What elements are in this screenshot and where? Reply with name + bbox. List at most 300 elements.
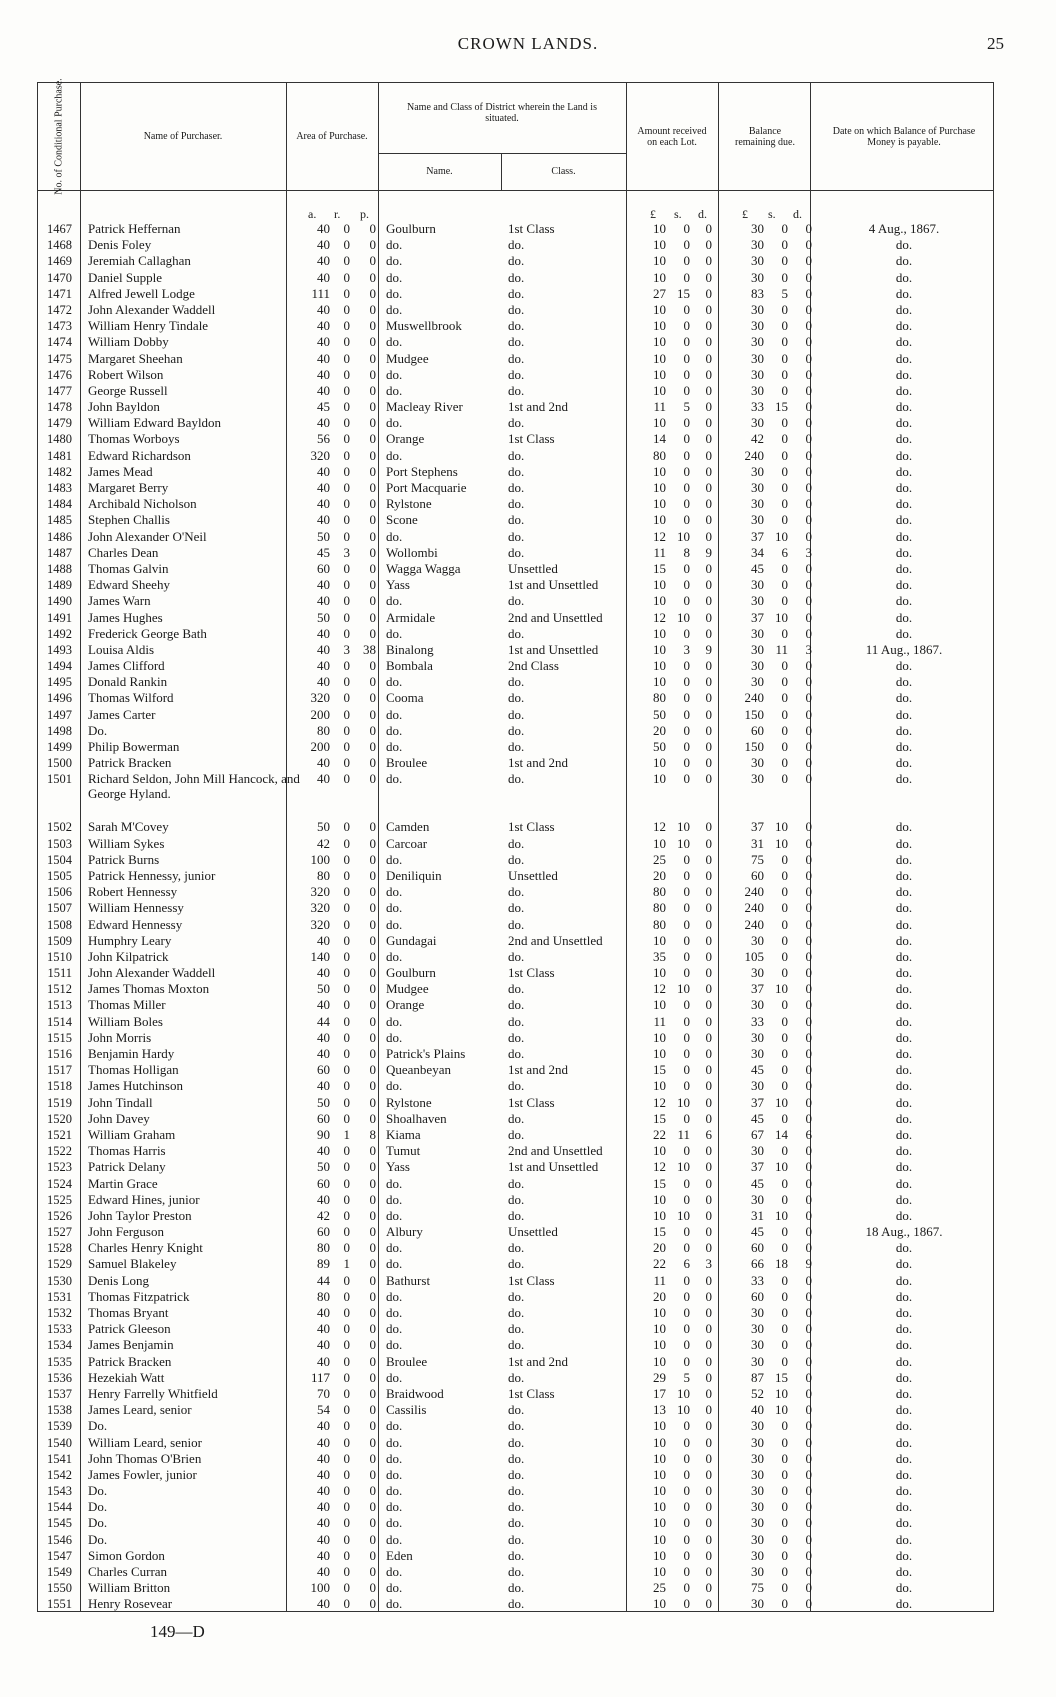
amount-part: 0: [705, 1110, 712, 1126]
purchase-number: 1486: [47, 529, 72, 544]
area-part: 40: [317, 237, 330, 253]
purchase-number: 1526: [47, 1208, 72, 1223]
purchaser-name: Robert Wilson: [88, 366, 164, 382]
district-name: Bathurst: [386, 1272, 431, 1288]
balance-part: 30: [751, 1305, 764, 1320]
table-row: [38, 1030, 995, 1046]
payable-date: do.: [895, 269, 913, 285]
area-part: 0: [369, 366, 376, 382]
amount-part: 0: [705, 1159, 712, 1175]
area-part: 40: [317, 1450, 330, 1466]
district-name: Rylstone: [386, 1094, 432, 1110]
balance-part: 0: [781, 755, 788, 771]
amount-part: 10: [653, 463, 666, 479]
purchase-number: 1519: [47, 1095, 72, 1110]
amount-part: 0: [683, 447, 690, 463]
balance-part: 18: [775, 1256, 788, 1272]
balance-part: 30: [751, 1434, 764, 1450]
payable-date: do.: [895, 512, 913, 528]
area-part: 40: [317, 1596, 330, 1612]
payable-date: do.: [895, 1418, 913, 1434]
amount-part: 0: [683, 301, 690, 317]
payable-date: do.: [895, 1402, 913, 1418]
balance-part: 0: [781, 1483, 788, 1499]
amount-part: 10: [653, 253, 666, 269]
area-part: 40: [317, 1337, 330, 1353]
balance-part: 37: [751, 609, 764, 625]
payable-date: do.: [895, 674, 913, 690]
table-row: [38, 561, 995, 577]
purchase-number: 1507: [47, 901, 72, 916]
balance-part: 0: [805, 1402, 812, 1418]
area-part: 320: [310, 900, 330, 916]
amount-part: 0: [683, 884, 690, 900]
amount-part: 0: [705, 1240, 712, 1256]
district-name: do.: [386, 674, 403, 690]
purchase-number: 1502: [47, 820, 72, 835]
balance-part: 0: [781, 739, 788, 754]
district-name: do.: [386, 625, 403, 641]
balance-part: 0: [805, 463, 812, 479]
amount-part: 0: [705, 1062, 712, 1078]
purchase-number: 1469: [47, 254, 72, 269]
area-part: 40: [317, 512, 330, 528]
purchaser-name: Edward Hennessy: [88, 916, 183, 932]
district-name: Binalong: [386, 641, 434, 657]
amount-part: 0: [705, 318, 712, 334]
district-name: Eden: [386, 1547, 413, 1563]
amount-part: 0: [705, 1434, 712, 1450]
area-part: 0: [369, 1013, 376, 1029]
area-part: 0: [343, 1110, 350, 1126]
balance-part: 30: [751, 350, 764, 366]
payable-date: do.: [895, 1547, 913, 1563]
amount-part: 0: [705, 528, 712, 544]
balance-part: 0: [805, 1094, 812, 1110]
purchase-number: 1478: [47, 400, 72, 415]
amount-part: 10: [677, 1402, 690, 1418]
district-class: do.: [508, 1207, 525, 1223]
amount-part: 6: [705, 1126, 712, 1142]
balance-part: 66: [751, 1256, 764, 1272]
balance-part: 9: [805, 1256, 812, 1272]
area-part: 80: [317, 1288, 330, 1304]
balance-part: 83: [751, 285, 764, 301]
table-row: [38, 1159, 995, 1175]
area-part: 3: [343, 544, 350, 560]
purchase-number: 1496: [47, 691, 72, 706]
purchase-number: 1467: [47, 222, 72, 236]
area-part: 40: [317, 641, 330, 657]
purchase-number: 1480: [47, 432, 72, 447]
balance-part: 30: [751, 1191, 764, 1207]
balance-part: 30: [751, 1547, 764, 1563]
purchaser-name: Thomas Wilford: [88, 690, 174, 706]
header-amount: Amount received on each Lot.: [637, 125, 707, 148]
area-part: 0: [369, 1207, 376, 1223]
area-part: 0: [343, 318, 350, 334]
district-class: 1st and 2nd: [508, 1353, 568, 1369]
area-part: 0: [369, 1418, 376, 1434]
amount-part: 0: [705, 253, 712, 269]
balance-part: 30: [751, 1564, 764, 1579]
district-name: Scone: [386, 512, 418, 528]
table-row: [38, 997, 995, 1013]
balance-part: 45: [751, 1224, 764, 1240]
balance-part: 30: [751, 1321, 764, 1337]
purchase-number: 1510: [47, 949, 72, 964]
area-part: 44: [317, 1272, 330, 1288]
balance-part: 45: [751, 1110, 764, 1126]
amount-part: 15: [653, 1110, 666, 1126]
area-part: 40: [317, 593, 330, 609]
balance-part: 0: [781, 1029, 788, 1045]
district-name: Muswellbrook: [386, 318, 462, 334]
header-area: Area of Purchase.: [296, 131, 368, 142]
district-class: do.: [508, 1369, 525, 1385]
balance-part: 30: [751, 318, 764, 334]
amount-part: 0: [683, 1580, 690, 1596]
purchase-number: 1476: [47, 367, 72, 382]
area-part: 0: [369, 253, 376, 269]
district-class: do.: [508, 1256, 525, 1272]
purchaser-name: Do.: [88, 1515, 108, 1531]
district-name: Tumut: [386, 1143, 421, 1159]
amount-part: 0: [705, 1272, 712, 1288]
purchase-number: 1542: [47, 1467, 72, 1482]
purchaser-name: Robert Hennessy: [88, 884, 178, 900]
area-part: 0: [369, 334, 376, 350]
balance-part: 45: [751, 560, 764, 576]
district-name: do.: [386, 415, 403, 431]
purchaser-name: Do.: [88, 1483, 108, 1499]
balance-part: 0: [805, 690, 812, 706]
area-part: 0: [369, 1191, 376, 1207]
district-class: do.: [508, 706, 525, 722]
amount-part: 0: [705, 1418, 712, 1434]
area-part: 0: [343, 496, 350, 512]
payable-date: do.: [895, 1078, 913, 1094]
area-part: 0: [369, 1483, 376, 1499]
balance-part: 30: [751, 463, 764, 479]
balance-part: 0: [805, 1385, 812, 1401]
balance-part: 0: [805, 1337, 812, 1353]
balance-part: 0: [805, 755, 812, 771]
balance-part: 75: [751, 1580, 764, 1596]
balance-part: 0: [805, 1110, 812, 1126]
balance-part: 240: [744, 690, 764, 706]
area-part: 0: [369, 900, 376, 916]
purchaser-name: William Sykes: [88, 835, 165, 851]
area-part: 320: [310, 447, 330, 463]
area-part: 0: [369, 819, 376, 835]
purchaser-name: James Clifford: [88, 658, 165, 674]
district-class: do.: [508, 1046, 525, 1061]
table-row: [38, 367, 995, 383]
area-part: 0: [369, 867, 376, 883]
table-row: [38, 819, 995, 835]
district-class: 2nd Class: [508, 658, 559, 674]
amount-part: 22: [653, 1126, 666, 1142]
balance-part: 0: [805, 1207, 812, 1223]
area-part: 40: [317, 1547, 330, 1563]
area-part: 0: [343, 528, 350, 544]
amount-part: 0: [683, 851, 690, 867]
table-row: [38, 1046, 995, 1062]
amount-part: 5: [683, 1369, 690, 1385]
payable-date: do.: [895, 658, 913, 674]
purchaser-name: John Kilpatrick: [88, 948, 169, 964]
balance-part: 31: [751, 1207, 764, 1223]
amount-part: 0: [705, 1353, 712, 1369]
district-class: do.: [508, 1596, 525, 1612]
area-part: 40: [317, 932, 330, 948]
purchaser-name: Edward Hines, junior: [88, 1191, 200, 1207]
district-class: 1st Class: [508, 965, 555, 981]
purchaser-name: George Russell: [88, 382, 168, 398]
balance-part: 0: [781, 1143, 788, 1159]
area-part: 0: [343, 1531, 350, 1547]
balance-part: 30: [751, 512, 764, 528]
balance-part: 30: [751, 641, 764, 657]
amount-part: 14: [653, 431, 666, 447]
amount-part: 50: [653, 739, 666, 754]
area-part: 44: [317, 1013, 330, 1029]
balance-part: 30: [751, 496, 764, 512]
balance-part: 45: [751, 1175, 764, 1191]
district-class: 1st and Unsettled: [508, 1159, 599, 1175]
table-row: [38, 253, 995, 269]
district-class: 2nd and Unsettled: [508, 1143, 603, 1159]
area-part: 0: [343, 1515, 350, 1531]
amount-part: 0: [683, 1564, 690, 1579]
district-class: 1st and 2nd: [508, 399, 568, 415]
table-row: [38, 981, 995, 997]
area-part: 0: [369, 1110, 376, 1126]
area-part: 0: [369, 674, 376, 690]
balance-part: 0: [805, 1288, 812, 1304]
purchase-number: 1490: [47, 594, 72, 609]
balance-part: 0: [805, 948, 812, 964]
payable-date: do.: [895, 932, 913, 948]
area-part: 0: [369, 916, 376, 932]
purchaser-name: James Mead: [88, 463, 153, 479]
area-part: 0: [343, 253, 350, 269]
amount-part: 10: [653, 318, 666, 334]
balance-part: 0: [781, 269, 788, 285]
purchaser-name: James Hughes: [88, 609, 163, 625]
balance-part: 14: [775, 1126, 788, 1142]
amount-part: 20: [653, 1240, 666, 1256]
area-part: 0: [369, 512, 376, 528]
area-part: 0: [369, 544, 376, 560]
payable-date: do.: [895, 496, 913, 512]
amount-part: 0: [683, 1305, 690, 1320]
table-row: [38, 1386, 995, 1402]
payable-date: do.: [895, 350, 913, 366]
table-row: [38, 464, 995, 480]
purchaser-name: Humphry Leary: [88, 932, 172, 948]
amount-part: 0: [705, 399, 712, 415]
payable-date: do.: [895, 1288, 913, 1304]
table-row: [38, 1078, 995, 1094]
purchase-number: 1479: [47, 416, 72, 431]
table-row: [38, 917, 995, 933]
purchaser-name: John Alexander Waddell: [88, 301, 216, 317]
balance-part: 11: [775, 641, 788, 657]
purchase-number: 1489: [47, 578, 72, 593]
amount-part: 6: [683, 1256, 690, 1272]
page-header: [0, 34, 1056, 58]
balance-part: 0: [781, 1013, 788, 1029]
balance-part: 0: [781, 382, 788, 398]
purchase-number: 1471: [47, 286, 72, 301]
payable-date: do.: [895, 851, 913, 867]
amount-part: 10: [677, 609, 690, 625]
purchase-number: 1533: [47, 1322, 72, 1337]
area-part: 0: [369, 1321, 376, 1337]
amount-part: 0: [705, 1450, 712, 1466]
balance-part: 87: [751, 1369, 764, 1385]
payable-date: do.: [895, 415, 913, 431]
payable-date: do.: [895, 916, 913, 932]
purchaser-name: William Edward Bayldon: [88, 415, 222, 431]
area-part: 0: [343, 269, 350, 285]
payable-date: do.: [895, 1434, 913, 1450]
amount-part: 0: [705, 884, 712, 900]
balance-part: 0: [805, 867, 812, 883]
amount-part: 0: [683, 739, 690, 754]
amount-part: 9: [705, 544, 712, 560]
district-class: do.: [508, 366, 525, 382]
unit-balance-pence: d.: [793, 207, 802, 221]
area-part: 0: [369, 1029, 376, 1045]
balance-part: 33: [751, 1272, 764, 1288]
balance-part: 30: [751, 1466, 764, 1482]
balance-part: 0: [781, 415, 788, 431]
area-part: 0: [369, 301, 376, 317]
balance-part: 0: [805, 1272, 812, 1288]
area-part: 0: [369, 1402, 376, 1418]
district-class: do.: [508, 237, 525, 253]
district-name: Orange: [386, 997, 425, 1013]
amount-part: 10: [653, 1515, 666, 1531]
amount-part: 0: [683, 706, 690, 722]
area-part: 0: [343, 1385, 350, 1401]
payable-date: do.: [895, 237, 913, 253]
purchaser-name: Philip Bowerman: [88, 739, 180, 754]
area-part: 40: [317, 318, 330, 334]
balance-part: 0: [781, 1272, 788, 1288]
area-part: 0: [343, 851, 350, 867]
district-name: Broulee: [386, 755, 428, 771]
balance-part: 0: [805, 1353, 812, 1369]
area-part: 40: [317, 301, 330, 317]
purchaser-name: Edward Sheehy: [88, 577, 170, 593]
area-part: 0: [343, 835, 350, 851]
balance-part: 0: [805, 301, 812, 317]
area-part: 1: [343, 1256, 350, 1272]
table-row: [38, 1499, 995, 1515]
balance-part: 0: [805, 1515, 812, 1531]
area-part: 111: [311, 285, 330, 301]
amount-part: 20: [653, 1288, 666, 1304]
area-part: 0: [369, 981, 376, 997]
amount-part: 0: [705, 1029, 712, 1045]
area-part: 0: [369, 528, 376, 544]
payable-date: do.: [895, 318, 913, 334]
amount-part: 5: [683, 399, 690, 415]
header-district-class: Class.: [551, 166, 576, 177]
amount-part: 10: [653, 301, 666, 317]
balance-part: 0: [805, 851, 812, 867]
table-row: [38, 1176, 995, 1192]
amount-part: 0: [683, 1013, 690, 1029]
purchase-number: 1544: [47, 1500, 72, 1515]
area-part: 42: [317, 835, 330, 851]
purchase-number: 1468: [47, 238, 72, 253]
table-row: [38, 610, 995, 626]
amount-part: 0: [705, 867, 712, 883]
balance-part: 0: [805, 237, 812, 253]
balance-part: 0: [805, 253, 812, 269]
purchaser-name: Thomas Harris: [88, 1143, 166, 1159]
purchase-number: 1543: [47, 1484, 72, 1499]
district-class: do.: [508, 1466, 525, 1482]
amount-part: 10: [653, 997, 666, 1013]
purchaser-name: Thomas Worboys: [88, 431, 180, 447]
area-part: 40: [317, 1515, 330, 1531]
table-row: [38, 383, 995, 399]
amount-part: 12: [653, 609, 666, 625]
area-part: 0: [369, 1078, 376, 1094]
amount-part: 0: [705, 447, 712, 463]
header-district: Name and Class of District wherein the Land is situated.: [407, 102, 597, 124]
balance-part: 240: [744, 447, 764, 463]
balance-part: 0: [781, 1110, 788, 1126]
payable-date: do.: [895, 755, 913, 771]
balance-part: 0: [781, 1466, 788, 1482]
district-name: do.: [386, 1483, 403, 1499]
area-part: 0: [369, 1094, 376, 1110]
area-part: 0: [343, 1305, 350, 1320]
balance-part: 10: [775, 1385, 788, 1401]
area-part: 0: [369, 285, 376, 301]
balance-part: 10: [775, 609, 788, 625]
amount-part: 8: [683, 544, 690, 560]
area-part: 0: [369, 463, 376, 479]
district-class: 1st Class: [508, 431, 555, 447]
area-part: 1: [343, 1126, 350, 1142]
payable-date: do.: [895, 447, 913, 463]
area-part: 0: [343, 997, 350, 1013]
area-part: 0: [369, 706, 376, 722]
amount-part: 0: [705, 1094, 712, 1110]
purchaser-name: Frederick George Bath: [88, 625, 207, 641]
amount-part: 15: [653, 1062, 666, 1078]
amount-part: 0: [683, 1418, 690, 1434]
district-name: do.: [386, 1466, 403, 1482]
area-part: 0: [343, 1466, 350, 1482]
purchaser-name: Do.: [88, 722, 108, 738]
purchase-number: 1538: [47, 1403, 72, 1418]
area-part: 60: [317, 560, 330, 576]
balance-part: 0: [781, 447, 788, 463]
amount-part: 20: [653, 722, 666, 738]
area-part: 0: [343, 722, 350, 738]
unit-area-acres: a.: [308, 207, 317, 221]
purchase-number: 1492: [47, 626, 72, 641]
